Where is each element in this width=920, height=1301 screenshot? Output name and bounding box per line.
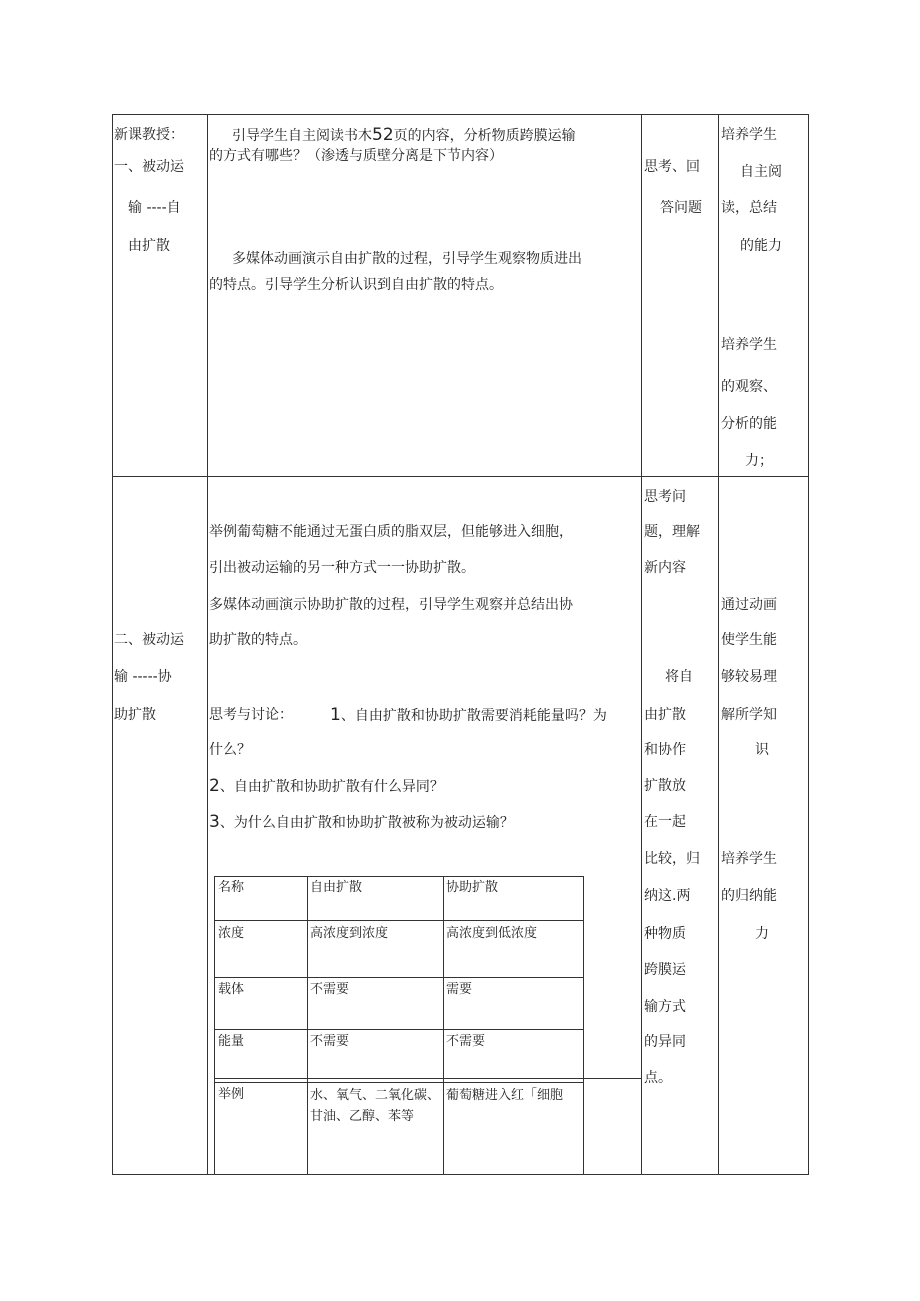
row-divider xyxy=(112,476,809,477)
inner-vline xyxy=(443,876,444,1174)
question-number: 2 xyxy=(209,776,220,796)
col-divider-2 xyxy=(641,114,642,1175)
table-cell: 高浓度到浓度 xyxy=(310,926,389,941)
table-cell: 高浓度到低浓度 xyxy=(446,926,538,941)
table-cell: 浓度 xyxy=(218,926,245,941)
table-cell: 载体 xyxy=(218,982,245,997)
question-text: 、自由扩散和协助扩散需要消耗能量吗？为 xyxy=(340,708,607,724)
question-2 xyxy=(209,776,444,797)
student-activity: 题，理解 xyxy=(644,524,700,540)
purpose-text: 读，总结 xyxy=(721,200,777,216)
inner-hline xyxy=(214,1029,584,1030)
table-cell: 不需要 xyxy=(446,1034,486,1049)
teacher-text: 多媒体动画演示自由扩散的过程，引导学生观察物质进出 xyxy=(232,251,582,267)
purpose-text: 识 xyxy=(755,742,769,758)
inner-hline xyxy=(214,1078,642,1079)
student-activity: 答问题 xyxy=(660,200,702,216)
student-activity: 扩散放 xyxy=(644,778,686,794)
table-cell: 需要 xyxy=(446,982,473,997)
purpose-text: 的能力 xyxy=(740,238,782,254)
student-activity: 由扩散 xyxy=(644,707,686,723)
question-number: 3 xyxy=(209,812,220,832)
col-divider-1 xyxy=(207,114,208,1175)
student-activity: 输方式 xyxy=(644,999,686,1015)
section-label: 一、被动运 xyxy=(114,159,184,175)
purpose-text: 培养学生 xyxy=(721,337,777,353)
student-activity: 在一起 xyxy=(644,814,686,830)
purpose-text: 使学生能 xyxy=(721,632,777,648)
question-number: 1 xyxy=(330,705,341,725)
table-border-top xyxy=(112,114,809,115)
table-cell: 名称 xyxy=(218,880,245,895)
student-activity: 种物质 xyxy=(644,926,686,942)
purpose-text: 分析的能 xyxy=(721,416,777,432)
purpose-text: 力； xyxy=(745,453,773,469)
question-1 xyxy=(330,705,607,726)
inner-vline xyxy=(307,876,308,1174)
inner-hline xyxy=(214,920,584,921)
table-border-left xyxy=(112,114,113,1175)
discussion-label: 思考与讨论： xyxy=(209,707,293,723)
student-activity: 纳这.两 xyxy=(644,888,691,904)
student-activity: 跨膜运 xyxy=(644,962,686,978)
teacher-text: 引出被动运输的另一种方式一一协助扩散。 xyxy=(209,560,475,576)
inner-hline xyxy=(214,977,584,978)
question-text: 、自由扩散和协助扩散有什么异同？ xyxy=(219,779,444,795)
purpose-text: 培养学生 xyxy=(721,851,777,867)
col-divider-3 xyxy=(718,114,719,1175)
section-label: 由扩散 xyxy=(128,238,170,254)
table-cell: 不需要 xyxy=(310,1034,350,1049)
student-activity: 新内容 xyxy=(644,560,686,576)
table-border-right xyxy=(808,114,809,1175)
table-cell-wrapped: 水、氧气、二氧化碳、甘油、乙醇、苯等 xyxy=(310,1088,441,1124)
inner-hline xyxy=(214,876,584,877)
inner-vline xyxy=(214,876,215,1174)
question-1-cont: 什么？ xyxy=(209,742,251,758)
inner-vline xyxy=(583,876,584,1174)
teacher-text: 的方式有哪些？（渗透与质壁分离是下节内容） xyxy=(209,148,503,164)
student-activity: 和协作 xyxy=(644,742,686,758)
section-label: 助扩散 xyxy=(114,707,156,723)
teacher-text-part: 引导学生自主阅读书木 xyxy=(232,128,372,144)
purpose-text: 够较易理 xyxy=(721,669,777,685)
purpose-text: 自主阅 xyxy=(740,164,782,180)
purpose-text: 的观察、 xyxy=(721,379,777,395)
teacher-text: 多媒体动画演示协助扩散的过程，引导学生观察并总结出协 xyxy=(209,597,573,613)
table-cell-wrapped: 葡萄糖进入红「细胞 xyxy=(446,1088,564,1103)
student-activity: 思考问 xyxy=(644,489,686,505)
table-cell: 协助扩散 xyxy=(446,880,499,895)
section-label: 二、被动运 xyxy=(114,632,184,648)
inner-hline xyxy=(214,1082,584,1083)
purpose-text: 通过动画 xyxy=(721,597,777,613)
table-border-bottom xyxy=(112,1174,809,1175)
table-cell: 举例 xyxy=(218,1087,245,1102)
teacher-text-part: 页的内容，分析物质跨膜运输 xyxy=(393,128,576,144)
section-label: 新课教授： xyxy=(114,127,184,143)
teacher-text: 助扩散的特点。 xyxy=(209,632,307,648)
student-activity: 思考、回 xyxy=(644,159,700,175)
teacher-text: 的特点。引导学生分析认识到自由扩散的特点。 xyxy=(209,277,503,293)
page-number: 52 xyxy=(372,125,394,145)
table-cell: 能量 xyxy=(218,1034,245,1049)
purpose-text: 培养学生 xyxy=(721,127,777,143)
student-activity: 将自 xyxy=(665,669,693,685)
question-text: 、为什么自由扩散和协助扩散被称为被动运输？ xyxy=(219,815,514,831)
question-3 xyxy=(209,812,514,833)
teacher-text: 举例葡萄糖不能通过无蛋白质的脂双层，但能够进入细胞， xyxy=(209,524,573,540)
purpose-text: 解所学知 xyxy=(721,707,777,723)
student-activity: 点。 xyxy=(644,1070,672,1086)
purpose-text: 的归纳能 xyxy=(721,888,777,904)
section-label: 输 ----自 xyxy=(128,200,181,216)
table-cell: 不需要 xyxy=(310,982,350,997)
teacher-text xyxy=(232,125,576,146)
section-label: 输 -----协 xyxy=(114,669,172,685)
purpose-text: 力 xyxy=(755,926,769,942)
student-activity: 的异同 xyxy=(644,1034,686,1050)
table-cell: 自由扩散 xyxy=(310,880,363,895)
student-activity: 比较，归 xyxy=(644,851,700,867)
